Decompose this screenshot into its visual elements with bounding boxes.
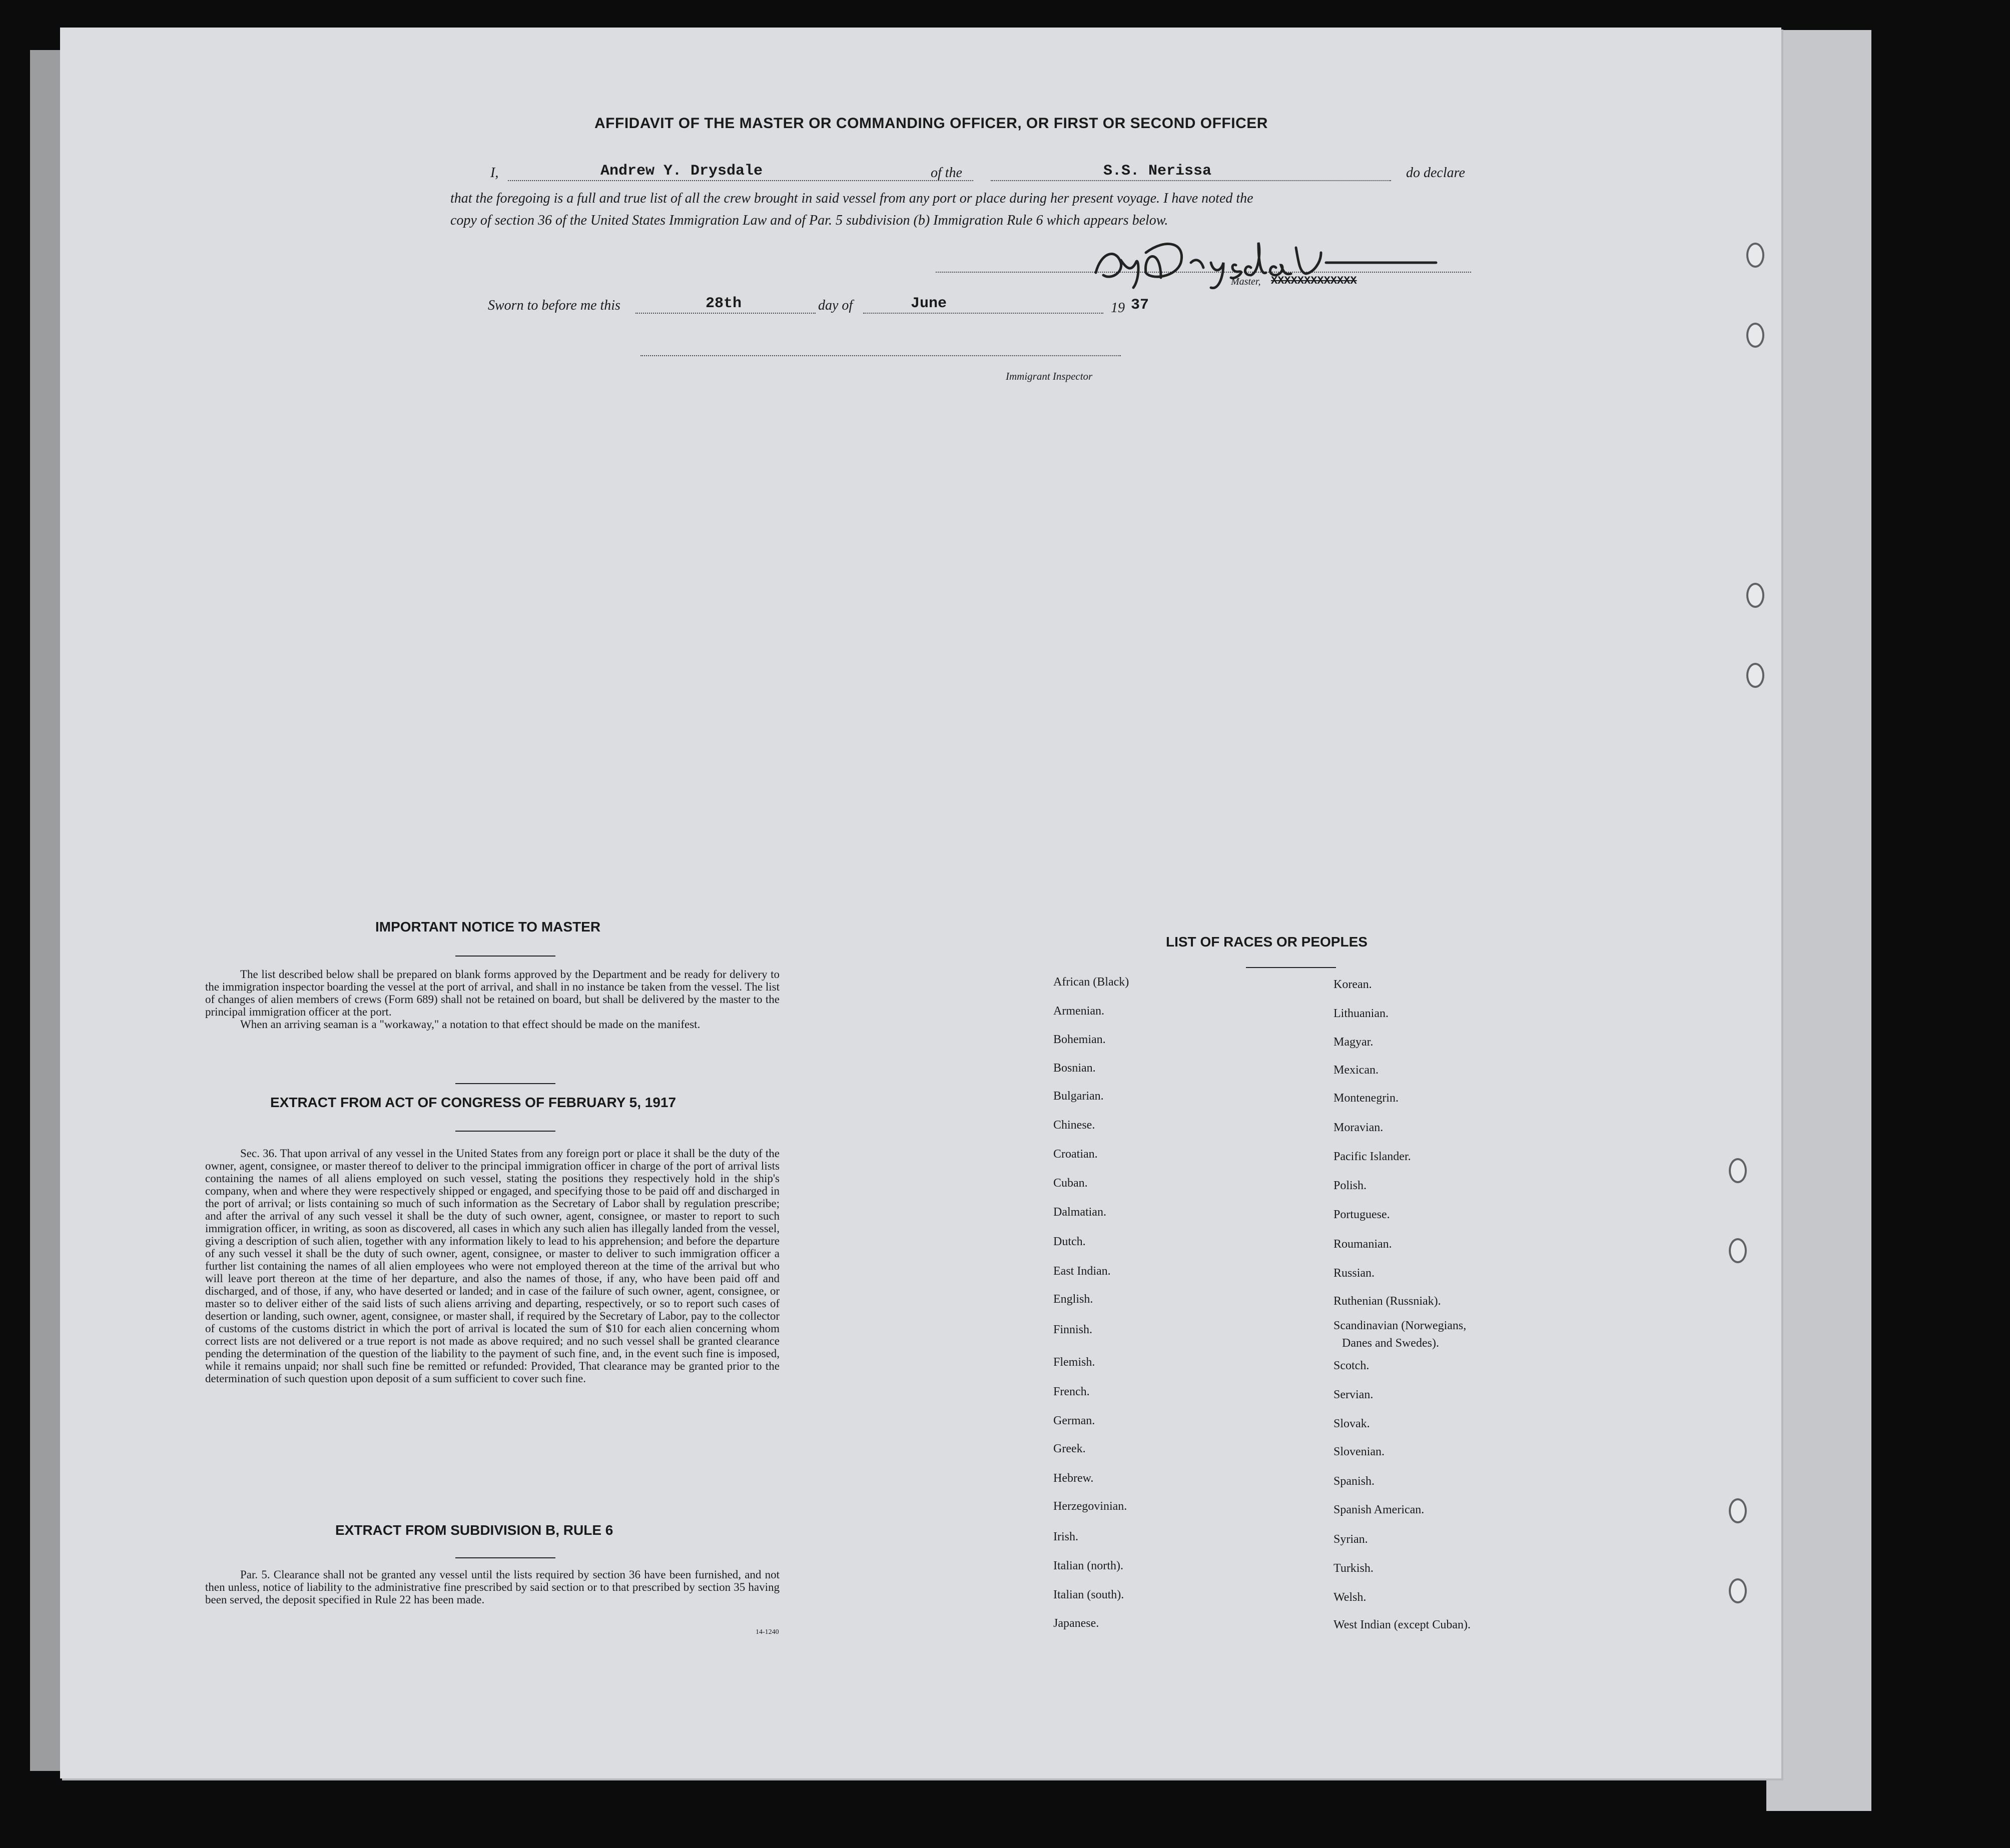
- race-item: Lithuanian.: [1333, 1007, 1389, 1020]
- notice-title: IMPORTANT NOTICE TO MASTER: [375, 919, 601, 935]
- race-item: Scandinavian (Norwegians,: [1333, 1319, 1467, 1332]
- race-item: Herzegovinian.: [1053, 1500, 1127, 1513]
- punch-hole: [1746, 663, 1764, 688]
- race-item: English.: [1053, 1293, 1093, 1306]
- notice-para-1: The list described below shall be prepared on blank forms approved by the Department and be ready for delivery to the immigration inspector boarding the vessel at the port of arrival, and shall in no instance be taken from the vessel. The list of changes of alien members of crews (Form 689) shall not be retained on board, but shall be delivered by the master to the principal immigration officer at the port.: [205, 968, 780, 1018]
- race-item: Russian.: [1333, 1267, 1375, 1280]
- affidavit-prefix: I,: [490, 165, 499, 181]
- race-item: Spanish.: [1333, 1475, 1375, 1488]
- master-name: Andrew Y. Drysdale: [600, 163, 763, 180]
- races-title: LIST OF RACES OR PEOPLES: [1166, 934, 1368, 950]
- day-line: [635, 313, 816, 314]
- race-item: Slovak.: [1333, 1417, 1370, 1430]
- race-item: Dalmatian.: [1053, 1206, 1106, 1219]
- name-line: [508, 180, 973, 181]
- race-item: Danes and Swedes).: [1342, 1337, 1439, 1350]
- race-item: Montenegrin.: [1333, 1092, 1399, 1105]
- month-line: [863, 313, 1103, 314]
- of-the-label: of the: [931, 165, 962, 181]
- sworn-prefix: Sworn to before me this: [488, 298, 620, 313]
- race-item: Polish.: [1333, 1179, 1367, 1192]
- punch-hole: [1729, 1158, 1747, 1183]
- race-item: West Indian (except Cuban).: [1333, 1618, 1471, 1631]
- act-extract-title: EXTRACT FROM ACT OF CONGRESS OF FEBRUARY 5, 1917: [270, 1095, 677, 1110]
- race-item: Irish.: [1053, 1530, 1078, 1543]
- vessel-line: [991, 180, 1391, 181]
- sworn-year: 37: [1131, 297, 1149, 314]
- rule: [455, 1131, 555, 1132]
- sworn-day: 28th: [706, 295, 742, 312]
- race-item: Bohemian.: [1053, 1033, 1106, 1046]
- race-item: East Indian.: [1053, 1265, 1111, 1278]
- race-item: Japanese.: [1053, 1617, 1099, 1630]
- day-of-label: day of: [818, 298, 853, 313]
- rule: [455, 1557, 555, 1558]
- document-page: [60, 28, 1781, 1778]
- race-item: Roumanian.: [1333, 1238, 1392, 1251]
- inspector-caption: Immigrant Inspector: [1006, 370, 1093, 382]
- race-item: Bulgarian.: [1053, 1090, 1104, 1103]
- race-item: Pacific Islander.: [1333, 1150, 1411, 1163]
- race-item: Servian.: [1333, 1388, 1374, 1401]
- race-item: Slovenian.: [1333, 1445, 1385, 1458]
- affidavit-title: AFFIDAVIT OF THE MASTER OR COMMANDING OFFICER, OR FIRST OR SECOND OFFICER: [594, 115, 1268, 132]
- underlying-sheet-edge: [1766, 30, 1871, 1811]
- notice-para-2: When an arriving seaman is a "workaway," a notation to that effect should be made on the manifest.: [240, 1018, 701, 1031]
- struck-out-title: XXXXXXXXXXXXX: [1271, 275, 1357, 287]
- signature-caption: Master,: [1231, 276, 1261, 287]
- race-item: Mexican.: [1333, 1064, 1379, 1077]
- vessel-name: S.S. Nerissa: [1103, 163, 1212, 180]
- rule-extract-title: EXTRACT FROM SUBDIVISION B, RULE 6: [335, 1522, 613, 1538]
- race-item: Ruthenian (Russniak).: [1333, 1295, 1441, 1308]
- sworn-month: June: [911, 295, 947, 312]
- race-item: Welsh.: [1333, 1591, 1367, 1604]
- race-item: Flemish.: [1053, 1356, 1095, 1369]
- race-item: Finnish.: [1053, 1323, 1093, 1336]
- do-declare-label: do declare: [1406, 165, 1465, 181]
- race-item: Spanish American.: [1333, 1503, 1425, 1516]
- form-number: 14-1240: [756, 1628, 779, 1636]
- rule-extract-text: Par. 5. Clearance shall not be granted any vessel until the lists required by section 36 have been furnished, and not then unless, notice of liability to the administrative fine prescribed by said section or to that prescribed by section 35 having been served, the deposit specified in Rule 22 has been made.: [205, 1568, 780, 1606]
- race-item: Turkish.: [1333, 1562, 1374, 1575]
- race-item: Dutch.: [1053, 1235, 1086, 1248]
- race-item: Greek.: [1053, 1442, 1086, 1455]
- affidavit-line-3: copy of section 36 of the United States Immigration Law and of Par. 5 subdivision (b) Immigration Rule 6 which appears below.: [450, 213, 1168, 228]
- punch-hole: [1746, 583, 1764, 608]
- year-prefix: 19: [1111, 300, 1125, 316]
- race-item: African (Black): [1053, 976, 1129, 989]
- race-item: Moravian.: [1333, 1121, 1384, 1134]
- punch-hole: [1746, 243, 1764, 268]
- race-item: French.: [1053, 1385, 1090, 1398]
- race-item: Bosnian.: [1053, 1062, 1096, 1075]
- race-item: Chinese.: [1053, 1119, 1095, 1132]
- rule: [1246, 967, 1336, 968]
- punch-hole: [1729, 1498, 1747, 1523]
- affidavit-line-2: that the foregoing is a full and true list of all the crew brought in said vessel from any port or place during her present voyage. I have noted the: [450, 191, 1253, 206]
- race-item: Cuban.: [1053, 1177, 1088, 1190]
- punch-hole: [1746, 323, 1764, 348]
- rule: [455, 956, 555, 957]
- inspector-line: [640, 355, 1121, 356]
- race-item: German.: [1053, 1414, 1095, 1427]
- punch-hole: [1729, 1578, 1747, 1603]
- race-item: Croatian.: [1053, 1148, 1098, 1161]
- race-item: Portuguese.: [1333, 1208, 1390, 1221]
- race-item: Hebrew.: [1053, 1472, 1094, 1485]
- race-item: Armenian.: [1053, 1005, 1104, 1018]
- punch-hole: [1729, 1238, 1747, 1263]
- act-extract-text: Sec. 36. That upon arrival of any vessel in the United States from any foreign port or place it shall be the duty of the owner, agent, consignee, or master thereof to deliver to the principal immigration officer in charge of the port of arrival lists containing the names of all aliens employed on such vessel, stating the positions they respectively hold in the ship's company, when and where they were respectively shipped or engaged, and specifying those to be paid off and discharged in the port of arrival; or lists containing so much of such information as the Secretary of Labor shall by regulation prescribe; and after the arrival of any such vessel it shall be the duty of such owner, agent, consignee, or master to report to such immigration officer, in writing, as soon as discovered, all cases in which any such alien has illegally landed from the vessel, giving a description of such alien, together with any information likely to lead to his apprehension; and before the departure of any such vessel it shall be the duty of such owner, agent, consignee, or master to deliver to such immigration officer a further list containing the names of all alien employees who were not employed thereon at the time of the arrival but who will leave port thereon at the time of her departure, and also the names of those, if any, who have been paid off and discharged, and of those, if any, who have deserted or landed; and in case of the failure of such owner, agent, consignee, or master so to deliver either of the said lists of such aliens arriving and departing, respectively, or so to report such cases of desertion or landing, such owner, agent, consignee, or master shall, if required by the Secretary of Labor, pay to the collector of customs of the customs district in which the port of arrival is located the sum of $10 for each alien concerning whom correct lists are not delivered or a true report is not made as above required; and no such vessel shall be granted clearance pending the determination of the question of the liability to the payment of such fine, and, in the event such fine is imposed, while it remains unpaid; nor shall such fine be remitted or refunded: Provided, That clearance may be granted prior to the determination of such question upon deposit of a sum sufficient to cover such fine.: [205, 1147, 780, 1385]
- race-item: Magyar.: [1333, 1036, 1374, 1049]
- race-item: Italian (south).: [1053, 1588, 1124, 1601]
- race-item: Italian (north).: [1053, 1559, 1123, 1572]
- race-item: Korean.: [1333, 978, 1372, 991]
- race-item: Scotch.: [1333, 1359, 1370, 1372]
- master-signature: [1086, 233, 1446, 293]
- race-item: Syrian.: [1333, 1533, 1368, 1546]
- rule: [455, 1083, 555, 1084]
